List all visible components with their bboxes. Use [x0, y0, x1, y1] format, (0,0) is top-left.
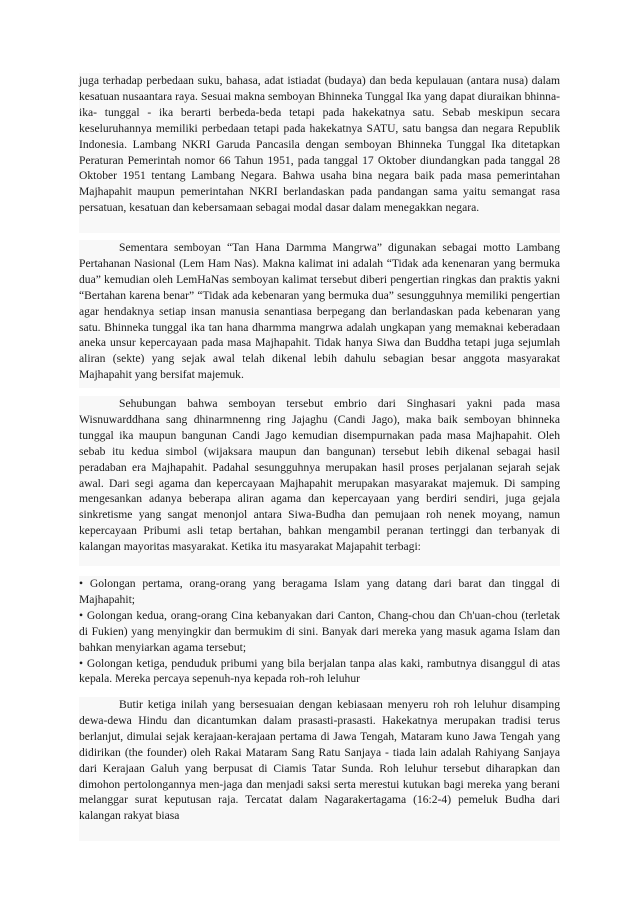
paragraph-2: Sementara semboyan “Tan Hana Darmma Mangrwa” digunakan sebagai motto Lambang Pertahanan Nasional (Lem Ham Nas). Makna kalimat ini adalah “Tidak ada kenenaran yang bermuka dua” kemudian oleh LemHaNas semboyan kalimat tersebut diberi pengertian ringkas dan praktis yakni “Bertahan karena benar” “Tidak ada kebenaran yang bermuka dua” sesungguhnya memiliki pengertian agar hendaknya setiap insan manusia senantiasa berpegang dan berlandaskan pada kebenaran yang satu. Bhinneka tunggal ika tan hana dharmma mangrwa adalah ungkapan yang memaknai keberadaan aneka unsur kepercayaan pada masa Majhapahit. Tidak hanya Siwa dan Buddha tetapi juga sejumlah aliran (sekte) yang sejak awal telah dikenal lebih dahulu sebagian besar anggota masyarakat Majhapahit yang bersifat majemuk. [79, 240, 560, 388]
paragraph-1: juga terhadap perbedaan suku, bahasa, adat istiadat (budaya) dan beda kepulauan (antara nusa) dalam kesatuan nusaantara raya. Sesuai makna semboyan Bhinneka Tunggal Ika yang dapat diuraikan bhinna-ika- tunggal - ika berarti berbeda-beda tetapi pada hakekatnya satu. Sebab meskipun secara keseluruhannya memiliki perbedaan tetapi pada hakekatnya SATU, satu bangsa dan negara Republik Indonesia. Lambang NKRI Garuda Pancasila dengan semboyan Bhinneka Tunggal Ika ditetapkan Peraturan Pemerintah nomor 66 Tahun 1951, pada tanggal 17 Oktober diundangkan pada tanggal 28 Oktober 1951 tentang Lambang Negara. Bahwa usaha bina negara baik pada masa pemerintahan Majhapahit maupun pemerintahan NKRI berlandaskan pada pandangan sama yaitu semangat rasa persatuan, kesatuan dan kebersamaan sebagai modal dasar dalam menegakkan negara. [79, 73, 560, 233]
bullet-item-3: • Golongan ketiga, penduduk pribumi yang bila berjalan tanpa alas kaki, rambutnya disanggul di atas kepala. Mereka percaya sepenuh-nya kepada roh-roh leluhur [79, 656, 560, 686]
bullet-list [79, 576, 560, 686]
bullet-item-2: • Golongan kedua, orang-orang Cina kebanyakan dari Canton, Chang-chou dan Ch'uan-chou (terletak di Fukien) yang menyingkir dan bermukim di sini. Banyak dari mereka yang masuk agama Islam dan bahkan menyiarkan agama tersebut; [79, 608, 560, 654]
paragraph-3: Sehubungan bahwa semboyan tersebut embrio dari Singhasari yakni pada masa Wisnuwarddhana sang dhinarmnenng ring Jajaghu (Candi Jago), maka baik semboyan bhinneka tunggal ika maupun bangunan Candi Jago kemudian disempurnakan pada masa Majhapahit. Oleh sebab itu kedua simbol (wijaksara maupun dan bangunan) tersebut lebih dikenal sebagai hasil peradaban era Majhapahit. Padahal sesungguhnya merupakan hasil proses perjalanan sejarah sejak awal. Dari segi agama dan kepercayaan Majhapahit merupakan masyarakat majemuk. Di samping mengesankan adanya beberapa aliran agama dan kepercayaan yang berdiri sendiri, juga gejala sinkretisme yang sangat menonjol antara Siwa-Budha dan pemujaan roh nenek moyang, namun kepercayaan Pribumi asli tetap bertahan, bahkan mengambil peranan tertinggi dan terbanyak di kalangan mayoritas masyarakat. Ketika itu masyarakat Majapahit terbagi: [79, 396, 560, 566]
bullet-item-1: • Golongan pertama, orang-orang yang beragama Islam yang datang dari barat dan tinggal di Majhapahit; [79, 577, 560, 606]
paragraph-4: Butir ketiga inilah yang bersesuaian dengan kebiasaan menyeru roh roh leluhur disamping dewa-dewa Hindu dan dicantumkan dalam prasasti-prasasti. Hakekatnya merupakan tradisi terus berlanjut, dimulai sejak kerajaan-kerajaan pertama di Jawa Tengah, Mataram kuno Jawa Tengah yang didirikan (the founder) oleh Rakai Mataram Sang Ratu Sanjaya - tiada lain adalah Rahiyang Sanjaya dari Kerajaan Galuh yang berpusat di Ciamis Tatar Sunda. Roh leluhur tersebut diharapkan dan dimohon pertolongannya men-jaga dan menjadi saksi serta merestui kutukan bagi mereka yang berani melanggar surat keputusan raja. Tercatat dalam Nagarakertagama (16:2-4) pemeluk Budha dari kalangan rakyat biasa [79, 697, 560, 841]
